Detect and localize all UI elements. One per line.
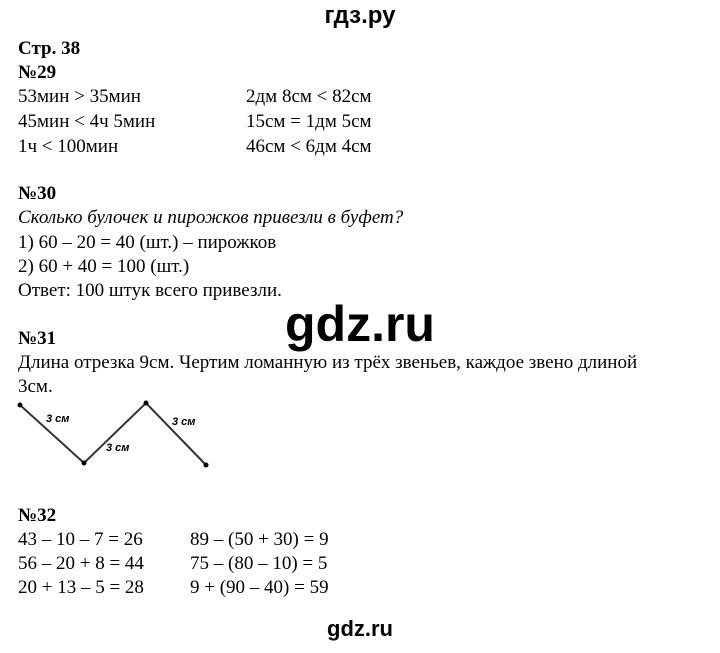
polyline-drawing: [0, 395, 230, 475]
segment-label-2: 3 см: [106, 442, 130, 454]
task-30-title: №30: [18, 183, 57, 204]
task-30-question: Сколько булочек и пирожков привезли в буфет?: [18, 207, 404, 228]
page-reference: Стр. 38: [18, 38, 81, 59]
vertex-point-3: [144, 401, 149, 406]
task-32-title: №32: [18, 505, 57, 526]
segment-label-3: 3 см: [172, 416, 196, 428]
task-30-step-1: 1) 60 – 20 = 40 (шт.) – пирожков: [18, 232, 277, 253]
task-29-title: №29: [18, 62, 57, 83]
task-32-row-1-right: 89 – (50 + 30) = 9: [190, 529, 329, 550]
site-header-logo: гдз.ру: [324, 2, 396, 29]
vertex-point-1: [18, 403, 23, 408]
task-29-row-2-left: 45мин < 4ч 5мин: [18, 111, 156, 132]
task-30-step-2: 2) 60 + 40 = 100 (шт.): [18, 256, 190, 277]
site-footer-logo: gdz.ru: [327, 616, 393, 641]
task-32-row-2-left: 56 – 20 + 8 = 44: [18, 553, 144, 574]
task-32-row-3-left: 20 + 13 – 5 = 28: [18, 577, 144, 598]
task-31-text-line-2: 3см.: [18, 376, 53, 397]
task-29-row-3-left: 1ч < 100мин: [18, 136, 119, 157]
task-29-row-1-right: 2дм 8см < 82см: [246, 86, 372, 107]
task-29-row-1-left: 53мин > 35мин: [18, 86, 141, 107]
task-32-row-3-right: 9 + (90 – 40) = 59: [190, 577, 329, 598]
vertex-point-2: [82, 461, 87, 466]
task-32-row-1-left: 43 – 10 – 7 = 26: [18, 529, 143, 550]
segment-label-1: 3 см: [46, 413, 70, 425]
task-29-row-2-right: 15см = 1дм 5см: [246, 111, 372, 132]
task-31-title: №31: [18, 328, 57, 349]
task-30-answer: Ответ: 100 штук всего привезли.: [18, 280, 282, 301]
task-32-row-2-right: 75 – (80 – 10) = 5: [190, 553, 328, 574]
task-29-row-3-right: 46см < 6дм 4см: [246, 136, 372, 157]
watermark-logo: gdz.ru: [285, 296, 435, 352]
task-31-text-line-1: Длина отрезка 9см. Чертим ломанную из трёх звеньев, каждое звено длиной: [18, 352, 638, 373]
vertex-point-4: [204, 463, 209, 468]
